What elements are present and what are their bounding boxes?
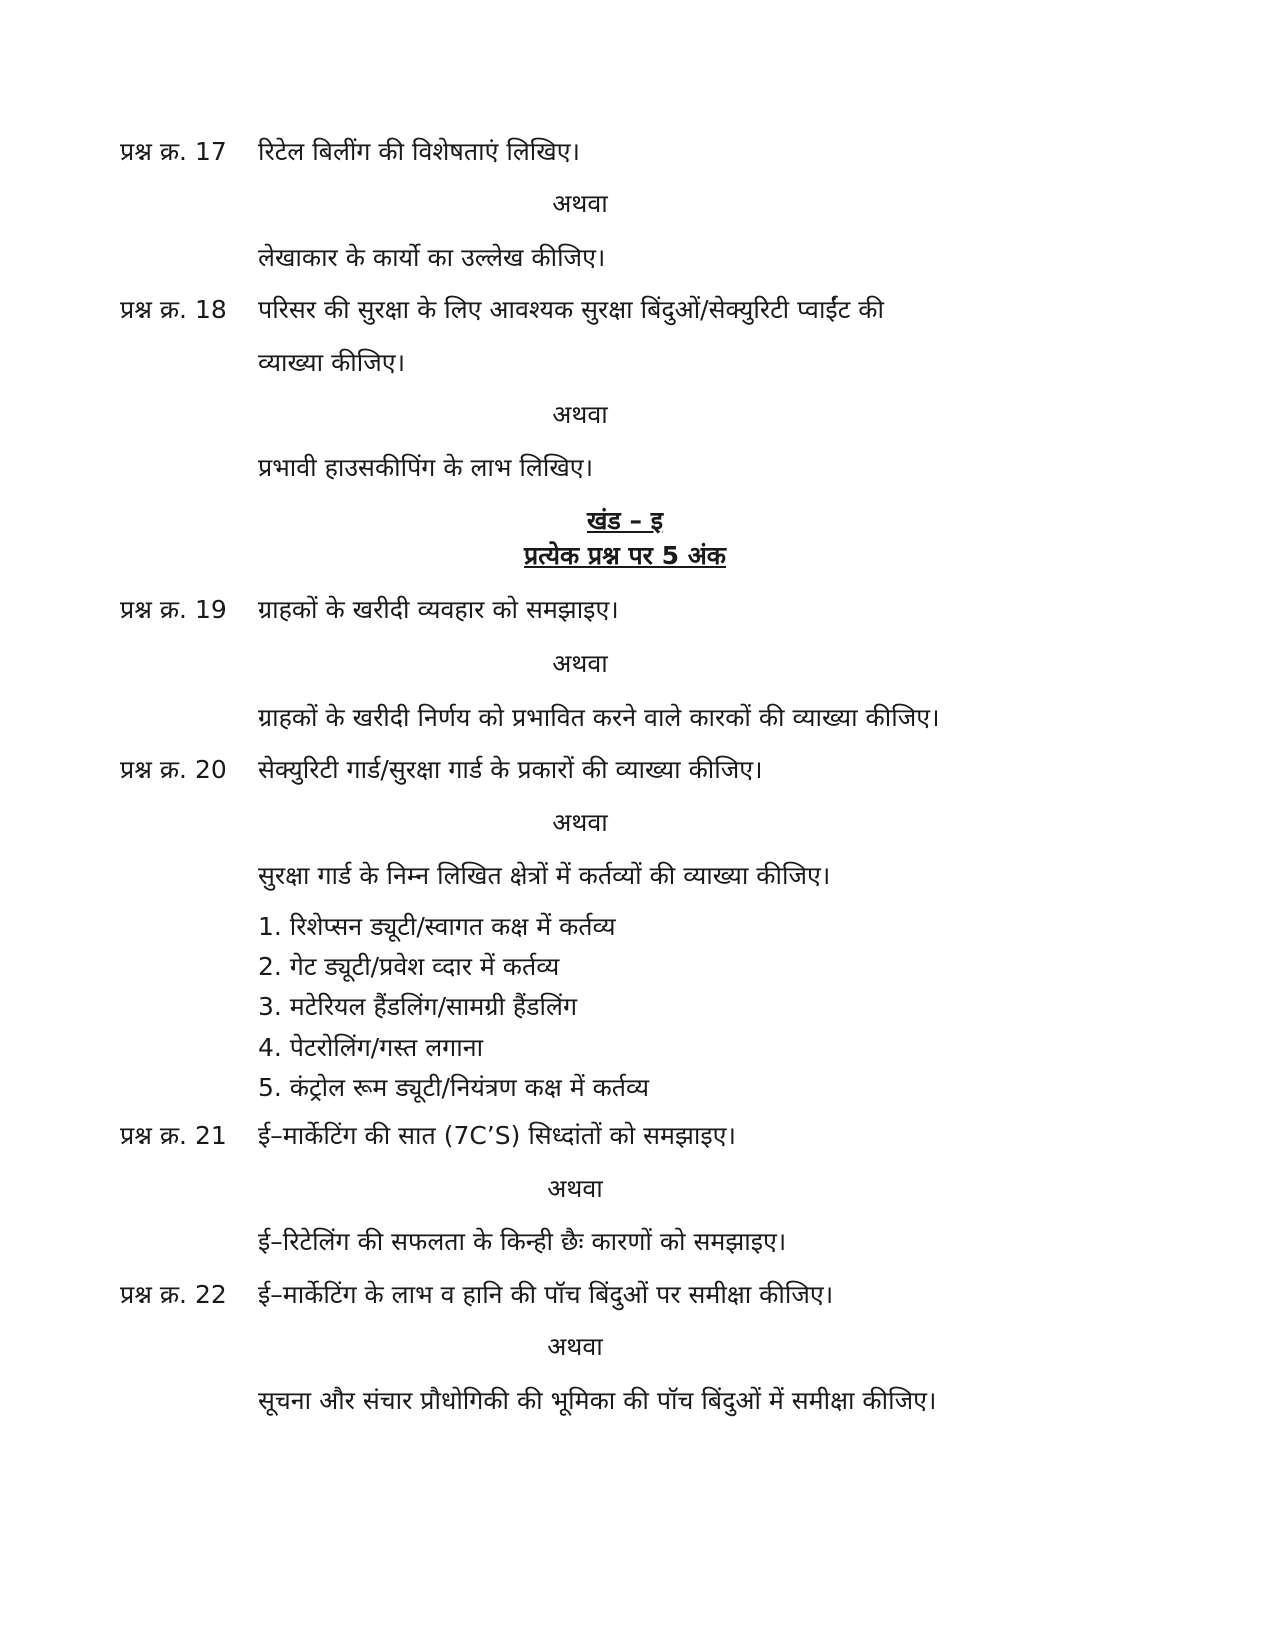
question-17-or: अथवा <box>552 189 608 218</box>
question-18-number: प्रश्न क्र. 18 <box>120 295 227 324</box>
question-18-text-continued: व्याख्या कीजिए। <box>258 348 406 377</box>
question-17-number: प्रश्न क्र. 17 <box>120 137 227 166</box>
question-21-alternative: ई–रिटेलिंग की सफलता के किन्ही छैः कारणों को समझाइए। <box>258 1227 787 1256</box>
question-17-text: रिटेल बिलींग की विशेषताएं लिखिए। <box>258 137 580 166</box>
question-18-alternative: प्रभावी हाउसकीपिंग के लाभ लिखिए। <box>258 453 594 482</box>
question-21-or: अथवा <box>547 1174 603 1203</box>
question-20-text: सेक्युरिटी गार्ड/सुरक्षा गार्ड के प्रकारों की व्याख्या कीजिए। <box>258 755 763 784</box>
question-19-number: प्रश्न क्र. 19 <box>120 595 227 624</box>
question-19-or: अथवा <box>552 649 608 678</box>
question-20-number: प्रश्न क्र. 20 <box>120 755 227 784</box>
question-22-alternative: सूचना और संचार प्रौधोगिकी की भूमिका की पॉच बिंदुओं में समीक्षा कीजिए। <box>258 1386 937 1415</box>
question-19-alternative: ग्राहकों के खरीदी निर्णय को प्रभावित करने वाले कारकों की व्याख्या कीजिए। <box>258 703 940 732</box>
duty-list-item: 2. गेट ड्यूटी/प्रवेश व्दार में कर्तव्य <box>258 952 560 981</box>
section-title: खंड – इ <box>586 506 663 535</box>
question-22-number: प्रश्न क्र. 22 <box>120 1280 227 1309</box>
duty-list-item: 5. कंट्रोल रूम ड्यूटी/नियंत्रण कक्ष में कर्तव्य <box>258 1073 650 1102</box>
section-marks: प्रत्येक प्रश्न पर 5 अंक <box>523 541 726 570</box>
question-22-text: ई–मार्केटिंग के लाभ व हानि की पॉच बिंदुओं पर समीक्षा कीजिए। <box>258 1280 834 1309</box>
duty-list-item: 1. रिशेप्सन ड्यूटी/स्वागत कक्ष में कर्तव्य <box>258 912 616 941</box>
question-20-or: अथवा <box>552 808 608 837</box>
question-22-or: अथवा <box>547 1332 603 1361</box>
question-18-or: अथवा <box>552 400 608 429</box>
question-18-text: परिसर की सुरक्षा के लिए आवश्यक सुरक्षा बिंदुओं/सेक्युरिटी प्वाईंट की <box>258 295 884 324</box>
question-19-text: ग्राहकों के खरीदी व्यवहार को समझाइए। <box>258 595 619 624</box>
question-21-text: ई–मार्केटिंग की सात (7C’S) सिध्दांतों को समझाइए। <box>258 1121 736 1150</box>
question-17-alternative: लेखाकार के कार्यो का उल्लेख कीजिए। <box>258 243 606 272</box>
duty-list-item: 4. पेटरोलिंग/गस्त लगाना <box>258 1033 484 1062</box>
question-20-alternative: सुरक्षा गार्ड के निम्न लिखित क्षेत्रों में कर्तव्यों की व्याख्या कीजिए। <box>258 861 831 890</box>
question-21-number: प्रश्न क्र. 21 <box>120 1121 227 1150</box>
duty-list-item: 3. मटेरियल हैंडलिंग/सामग्री हैंडलिंग <box>258 992 578 1021</box>
